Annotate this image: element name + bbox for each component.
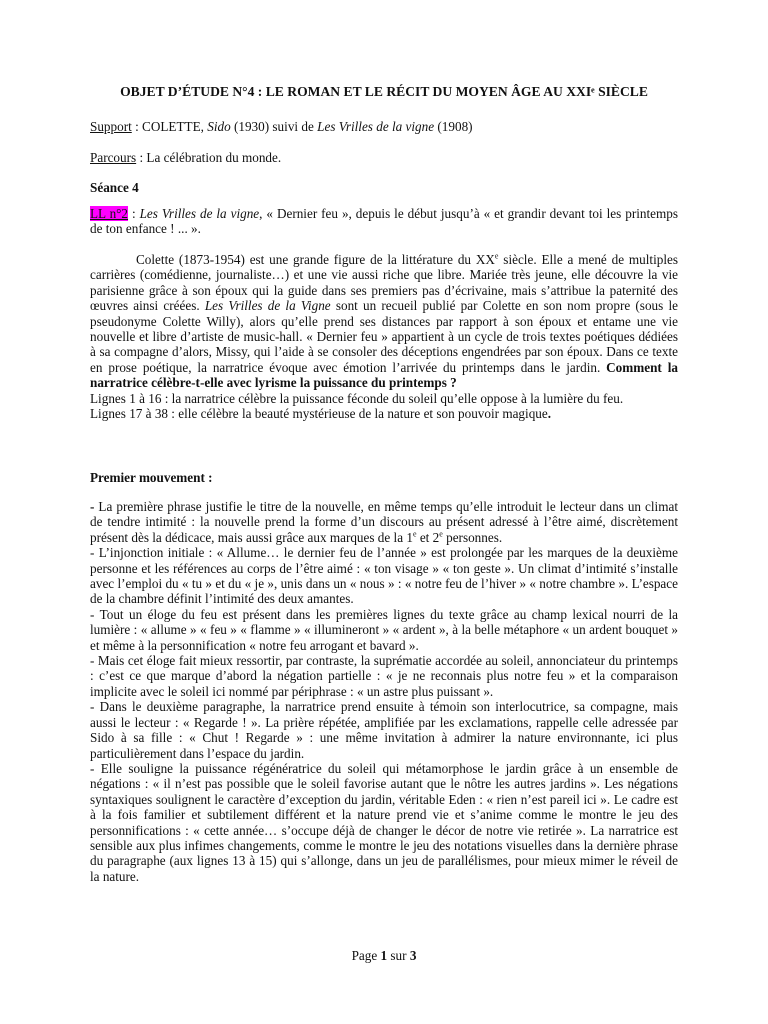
support-book-sido: Sido (207, 119, 231, 134)
plan-line-2-end: . (547, 406, 552, 422)
support-label: Support (90, 119, 132, 134)
parcours-line (90, 150, 678, 165)
page-footer (0, 948, 768, 963)
movement-paragraph-3: - Tout un éloge du feu est présent dans les premières lignes du texte grâce au champ lexical nourri de la lumière : « allume » « feu » « flamme » « illumineront » « ardent », à la belle métaphore « un ardent bouquet » et même à la personnification « notre feu arrogant et bavard ». (90, 606, 678, 653)
ll-text-b: , « Dernier feu », depuis le début jusqu’à « et grandir devant toi les printemps de ton enfance ! ... ». (90, 206, 678, 237)
footer-sur: sur (387, 948, 410, 963)
footer-page-total: 3 (409, 948, 417, 963)
para1-dash: - (90, 499, 99, 514)
intro-sup: e (494, 251, 499, 261)
movement-paragraph-2: - L’injonction initiale : « Allume… le dernier feu de l’année » est prolongée par les marques de la deuxième personne et les références au corps de l’être aimé : « ton visage » « ton geste ». Un climat d’intimité s’installe avec l’emploi du « tu » et du « je », unis dans un « nous » : « notre feu de l’hiver » « notre chambre ». L’espace de la chambre définit l’intimité des deux amantes. (90, 545, 678, 607)
parcours-label: Parcours (90, 150, 137, 165)
movement-paragraph-6: - Elle souligne la puissance régénératrice du soleil qui métamorphose le jardin grâce à un ensemble de négations : « il n’est pas possible que le soleil favorise autant que le nôtre les autres jardins ». Les négations syntaxiques soulignent le caractère d’exception du jardin, véritable Eden : « rien n’est pareil ici ». Le cadre est à la fois familier et subtilement différent et la nature prend vie et s’anime comme le montre le jeu des personnifications : « cette année… s’occupe déjà de changer le décor de notre vie retirée ». La narratrice est sensible aux plus infimes changements, comme le montre le jeu des notations visuelles dans la dernière phrase du paragraphe (aux lignes 13 à 15) qui s’allonge, dans un jeu de parallélismes, pour mieux mimer le réveil de la nature. (90, 760, 678, 884)
movement-paragraph-5: - Dans le deuxième paragraphe, la narratrice prend ensuite à témoin son interlocutrice, sa compagne, mais aussi le lecteur : « Regarde ! ». La prière répétée, amplifiée par les exclamations, rappelle celle adressée par Sido à sa fille : « Chut ! Regarde » : une même invitation à admirer la nature environnante, ici plus particulièrement dans l’espace du jardin. (90, 699, 678, 761)
movement-heading: Premier mouvement : (90, 470, 213, 485)
movement-paragraph-4: - Mais cet éloge fait mieux ressortir, par contraste, la suprématie accordée au soleil, annonciateur du printemps : c’est ce que marque d’abord la négation partielle : « je ne reconnais plus notre feu » et la comparaison implicite avec le soleil ici nommé par périphrase : « un astre plus puissant ». (90, 653, 678, 699)
movement-block (90, 499, 678, 884)
movement-paragraph-1 (90, 499, 678, 545)
plan-line-1: Lignes 1 à 16 : la narratrice célèbre la puissance féconde du soleil qu’elle oppose à la lumière du feu. (90, 390, 624, 406)
support-text-b: (1930) suivi de (230, 119, 318, 134)
footer-page-number: 1 (380, 948, 388, 963)
intro-p1: Colette (1873-1954) est une grande figure de la littérature du XX (136, 252, 495, 267)
para1-sup2: e (439, 529, 443, 539)
problem-question: Comment la narratrice célèbre-t-elle avec lyrisme la puissance du printemps ? (90, 359, 678, 391)
plan-line-2 (90, 406, 678, 421)
intro-paragraph (90, 252, 678, 391)
intro-block (90, 252, 678, 421)
parcours-text: : La célébration du monde. (136, 150, 282, 165)
para1-b: et 2 (416, 529, 440, 545)
support-text-a: : COLETTE, (131, 119, 208, 134)
support-text-c: (1908) (434, 119, 473, 134)
ll-text-a: : (128, 206, 140, 221)
seance-heading: Séance 4 (90, 180, 139, 195)
ll-book: Les Vrilles de la vigne (139, 206, 260, 221)
ll-line (90, 206, 678, 237)
support-line (90, 119, 678, 134)
intro-book: Les Vrilles de la Vigne (204, 298, 331, 314)
document-title: OBJET D’ÉTUDE N°4 : LE ROMAN ET LE RÉCIT DU MOYEN ÂGE AU XXIᵉ SIÈCLE (120, 84, 648, 99)
intro-p2: siècle. Elle a mené de multiples carrières (comédienne, journaliste…) et une vie aussi riche que libre. Mariée très jeune, elle découvre la vie parisienne grâce à son époux qui la guide dans ses premiers pas d’écrivaine, mais s’attribue la paternité des œuvres ainsi créées. (90, 252, 678, 314)
para1-sup1: e (412, 529, 417, 539)
plan-line-2-text: Lignes 17 à 38 : elle célèbre la beauté mystérieuse de la nature et son pouvoir magique (90, 406, 548, 422)
para1-c: personnes. (442, 529, 503, 545)
footer-page-word: Page (351, 948, 381, 963)
para1-a: La première phrase justifie le titre de la nouvelle, en même temps qu’elle introduit le lecteur dans un climat de tendre intimité : la nouvelle prend la forme d’un discours au présent adressé à l’être aimé, discrètement présent dès la dédicace, mais aussi grâce aux marques de la 1 (90, 499, 678, 545)
support-book-vrilles: Les Vrilles de la vigne (317, 119, 435, 134)
intro-p4: sont un recueil publié par Colette en son nom propre (sous le pseudonyme Colette Willy), alors qu’elle prend ses distances par rapport à son époux et entame une vie nouvelle et libre d’artiste de music-hall. « Dernier feu » appartient à un cycle de trois textes poétiques dédiées à sa compagne d’alors, Missy, qui l’aide à se consoler des déceptions engendrées par son époux. Dans ce texte en prose poétique, la narratrice évoque avec émotion l’arrivée du printemps dans le jardin. (90, 298, 678, 375)
ll-tag: LL n°2 (90, 206, 129, 221)
